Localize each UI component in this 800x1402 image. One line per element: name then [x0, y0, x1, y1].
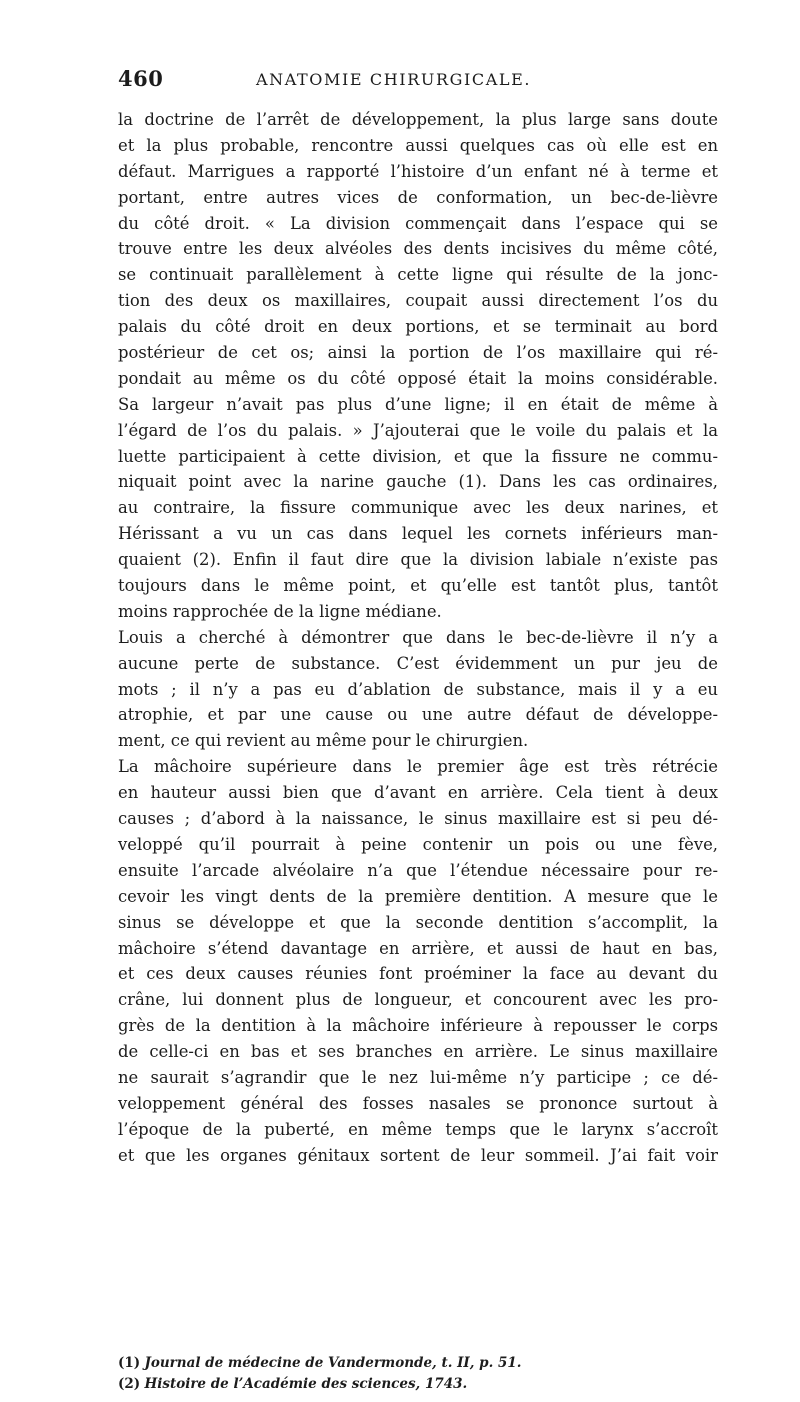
text-line: se continuait parallèlement à cette ligne qui résulte de la jonc- — [118, 265, 718, 285]
text-line: ensuite l’arcade alvéolaire n’a que l’étendue nécessaire pour re- — [118, 860, 718, 880]
body-text — [118, 107, 718, 1169]
text-line: Louis a cherché à démontrer que dans le bec-de-lièvre il n’y a — [118, 627, 718, 647]
footnote-text: Histoire de l’Académie des sciences, 1743. — [144, 1376, 468, 1392]
text-line: veloppement général des fosses nasales se prononce surtout à — [118, 1093, 718, 1113]
text-line: aucune perte de substance. C’est évidemment un pur jeu de — [118, 653, 718, 673]
text-line: de celle-ci en bas et ses branches en arrière. Le sinus maxillaire — [118, 1042, 718, 1062]
running-title: ANATOMIE CHIRURGICALE. — [256, 70, 532, 89]
footnote — [118, 1374, 718, 1395]
footnote-marker: (1) — [118, 1355, 141, 1371]
text-line: mâchoire s’étend davantage en arrière, et aussi de haut en bas, — [118, 938, 718, 958]
text-line: grès de la dentition à la mâchoire inférieure à repousser le corps — [118, 1016, 718, 1036]
text-line: Hérissant a vu un cas dans lequel les cornets inférieurs man- — [118, 524, 718, 544]
text-line: toujours dans le même point, et qu’elle est tantôt plus, tantôt — [118, 576, 718, 596]
text-line: sinus se développe et que la seconde dentition s’accomplit, la — [118, 912, 718, 932]
text-line: ne saurait s’agrandir que le nez lui-même n’y participe ; ce dé- — [118, 1067, 718, 1087]
text-line: tion des deux os maxillaires, coupait aussi directement l’os du — [118, 291, 718, 311]
text-line: palais du côté droit en deux portions, et se terminait au bord — [118, 317, 718, 337]
running-head — [118, 66, 718, 96]
text-line: trouve entre les deux alvéoles des dents incisives du même côté, — [118, 239, 718, 259]
text-line: et ces deux causes réunies font proéminer la face au devant du — [118, 964, 718, 984]
text-line: la doctrine de l’arrêt de développement, la plus large sans doute — [118, 110, 718, 129]
text-line: postérieur de cet os; ainsi la portion de l’os maxillaire qui ré- — [118, 343, 718, 363]
footnote-text: Journal de médecine de Vandermonde, t. II, p. 51. — [144, 1355, 522, 1371]
text-line: cevoir les vingt dents de la première dentition. A mesure que le — [118, 886, 718, 906]
text-line: veloppé qu’il pourrait à peine contenir un pois ou une fève, — [118, 834, 718, 854]
paragraph-end-line: moins rapprochée de la ligne médiane. — [118, 601, 442, 621]
text-line: La mâchoire supérieure dans le premier âge est très rétrécie — [118, 757, 718, 777]
text-line: Sa largeur n’avait pas plus d’une ligne; il en était de même à — [118, 394, 718, 414]
text-line: pondait au même os du côté opposé était la moins considérable. — [118, 368, 718, 388]
text-line: au contraire, la fissure communique avec les deux narines, et — [118, 498, 718, 518]
text-line: du côté droit. « La division commençait dans l’espace qui se — [118, 213, 718, 233]
footnote-marker: (2) — [118, 1376, 141, 1392]
text-line: l’égard de l’os du palais. » J’ajouterai que le voile du palais et la — [118, 420, 718, 440]
text-line: mots ; il n’y a pas eu d’ablation de substance, mais il y a eu — [118, 679, 718, 699]
text-line: en hauteur aussi bien que d’avant en arrière. Cela tient à deux — [118, 783, 718, 803]
paragraph-end-line: ment, ce qui revient au même pour le chirurgien. — [118, 731, 529, 751]
page-number: 460 — [118, 66, 164, 91]
text-line: crâne, lui donnent plus de longueur, et concourent avec les pro- — [118, 990, 718, 1010]
text-line: portant, entre autres vices de conformation, un bec-de-lièvre — [118, 187, 718, 207]
footnotes — [118, 1353, 718, 1395]
footnote — [118, 1353, 718, 1374]
text-line: atrophie, et par une cause ou une autre défaut de développe- — [118, 705, 718, 725]
text-line: niquait point avec la narine gauche (1). Dans les cas ordinaires, — [118, 472, 718, 492]
text-line: et que les organes génitaux sortent de leur sommeil. J’ai fait voir — [118, 1145, 718, 1165]
text-line: luette participaient à cette division, et que la fissure ne commu- — [118, 446, 718, 466]
text-line: causes ; d’abord à la naissance, le sinus maxillaire est si peu dé- — [118, 809, 718, 829]
text-line: et la plus probable, rencontre aussi quelques cas où elle est en — [118, 135, 718, 155]
text-line: l’époque de la puberté, en même temps que le larynx s’accroît — [118, 1119, 718, 1139]
text-line: défaut. Marrigues a rapporté l’histoire d’un enfant né à terme et — [118, 161, 718, 181]
text-line: quaient (2). Enfin il faut dire que la division labiale n’existe pas — [118, 550, 718, 570]
